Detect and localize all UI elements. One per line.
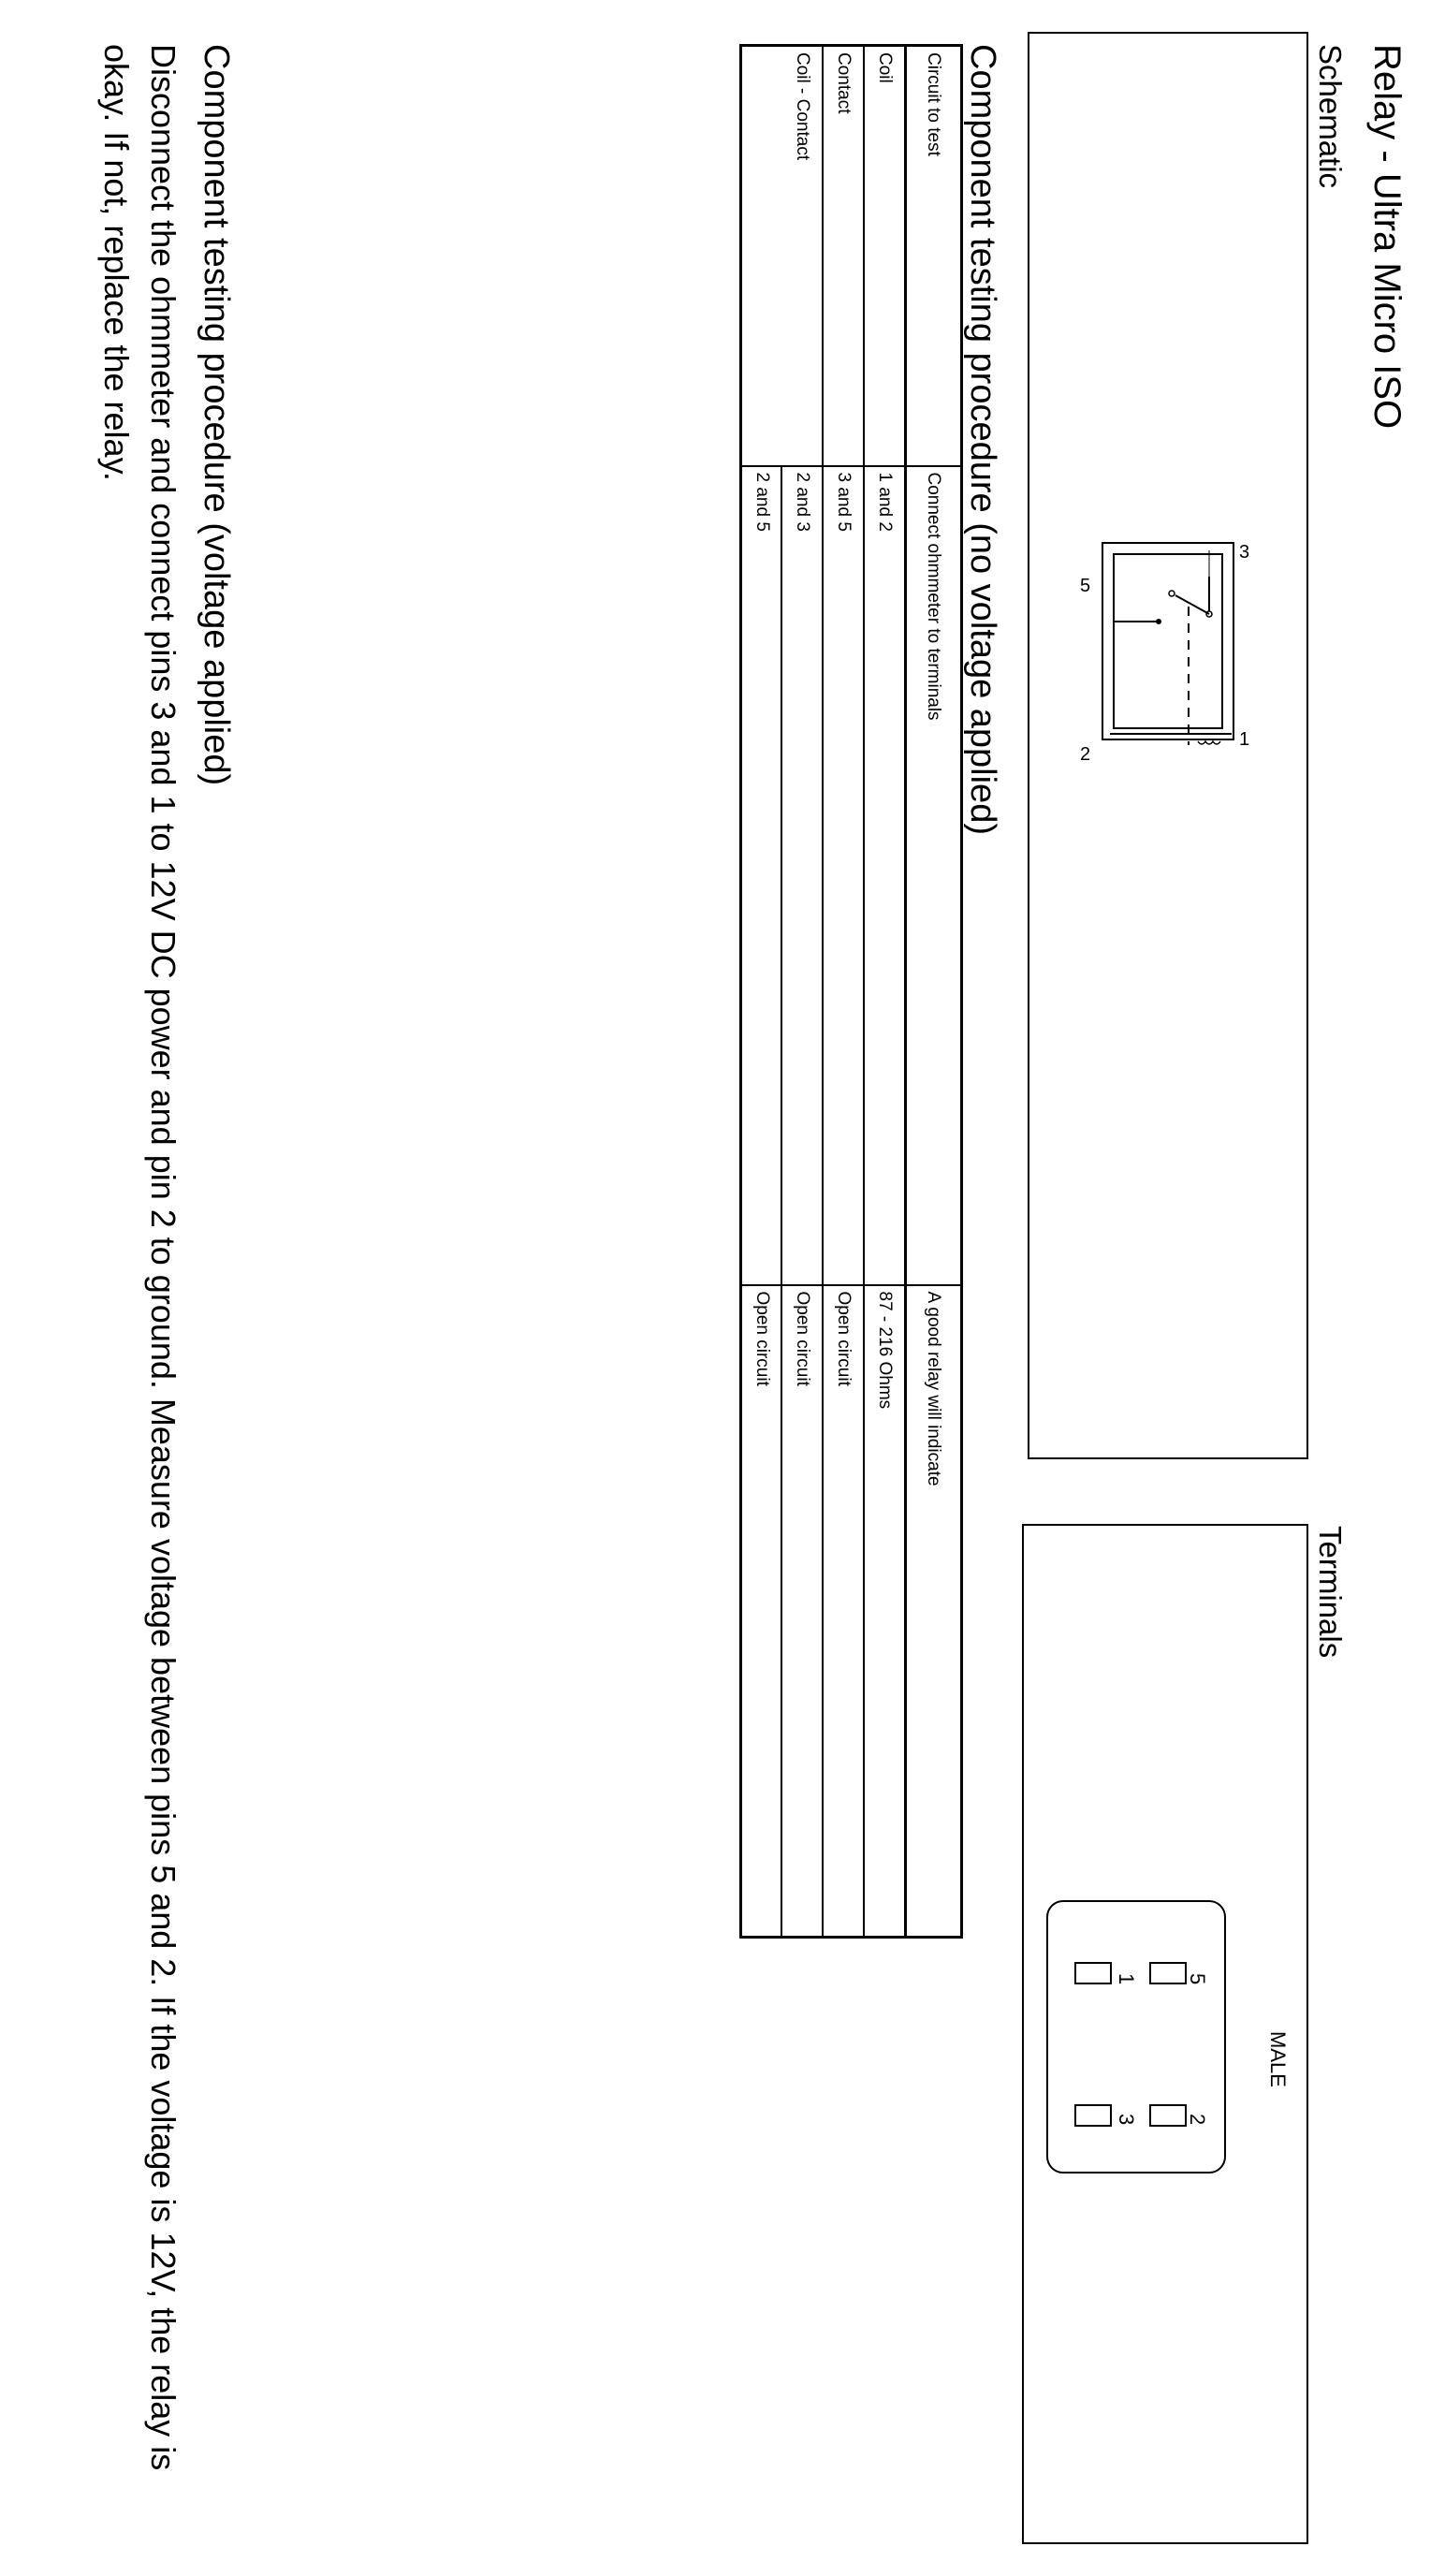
table-header-row <box>906 46 962 1938</box>
terminal-pin-1-label: 1 <box>1115 1973 1138 1985</box>
table-cell: 2 and 5 <box>741 466 782 1285</box>
terminals-panel <box>1022 1524 1308 2544</box>
table-cell: 1 and 2 <box>865 466 906 1285</box>
connector-male-label: MALE <box>1266 2031 1290 2087</box>
table-cell: Coil <box>865 46 906 466</box>
table-cell: Open circuit <box>741 1285 782 1938</box>
table-row <box>741 46 782 1938</box>
table-cell: Open circuit <box>782 1285 824 1938</box>
page-title: Relay - Ultra Micro ISO <box>1366 44 1408 430</box>
table-cell: 87 - 216 Ohms <box>865 1285 906 1938</box>
table-row <box>865 46 906 1938</box>
terminal-pin-3 <box>1074 2104 1112 2127</box>
no-voltage-test-table <box>739 44 963 1939</box>
table-cell: 3 and 5 <box>824 466 865 1285</box>
voltage-procedure-title: Component testing procedure (voltage applied) <box>197 44 236 786</box>
schematic-pin-2-label: 2 <box>1080 744 1091 765</box>
table-header-cell: Circuit to test <box>906 46 962 466</box>
table-cell: Coil - Contact <box>782 46 824 466</box>
schematic-pin-5-label: 5 <box>1080 576 1091 596</box>
schematic-panel <box>1028 32 1308 1459</box>
terminal-pin-1 <box>1074 1962 1112 1984</box>
no-voltage-procedure-title: Component testing procedure (no voltage applied) <box>963 44 1002 835</box>
schematic-pin-3-label: 3 <box>1239 542 1250 563</box>
table-cell: 2 and 3 <box>782 466 824 1285</box>
terminals-label: Terminals <box>1313 1526 1348 1659</box>
voltage-procedure-text: Disconnect the ohmmeter and connect pins 3 and 1 to 12V DC power and pin 2 to ground. Measure voltage between pins 5 and 2. If the voltage is 12V, the relay is okay. If not, replace the relay. <box>97 44 182 2471</box>
terminal-pin-5 <box>1149 1962 1187 1984</box>
table-header-cell: A good relay will indicate <box>906 1285 962 1938</box>
table-cell: Contact <box>824 46 865 466</box>
terminal-pin-2 <box>1149 2104 1187 2127</box>
table-row <box>782 46 824 1938</box>
connector-outline <box>1046 1900 1226 2174</box>
terminal-pin-5-label: 5 <box>1186 1973 1209 1985</box>
terminal-pin-3-label: 3 <box>1115 2114 1138 2126</box>
schematic-pin-1-label: 1 <box>1239 729 1250 750</box>
table-row <box>824 46 865 1938</box>
schematic-label: Schematic <box>1313 44 1348 189</box>
table-header-cell: Connect ohmmeter to terminals <box>906 466 962 1285</box>
table-cell: Open circuit <box>824 1285 865 1938</box>
table-cell <box>741 46 782 466</box>
terminal-pin-2-label: 2 <box>1186 2114 1209 2126</box>
relay-schematic-diagram <box>1029 34 1306 1457</box>
